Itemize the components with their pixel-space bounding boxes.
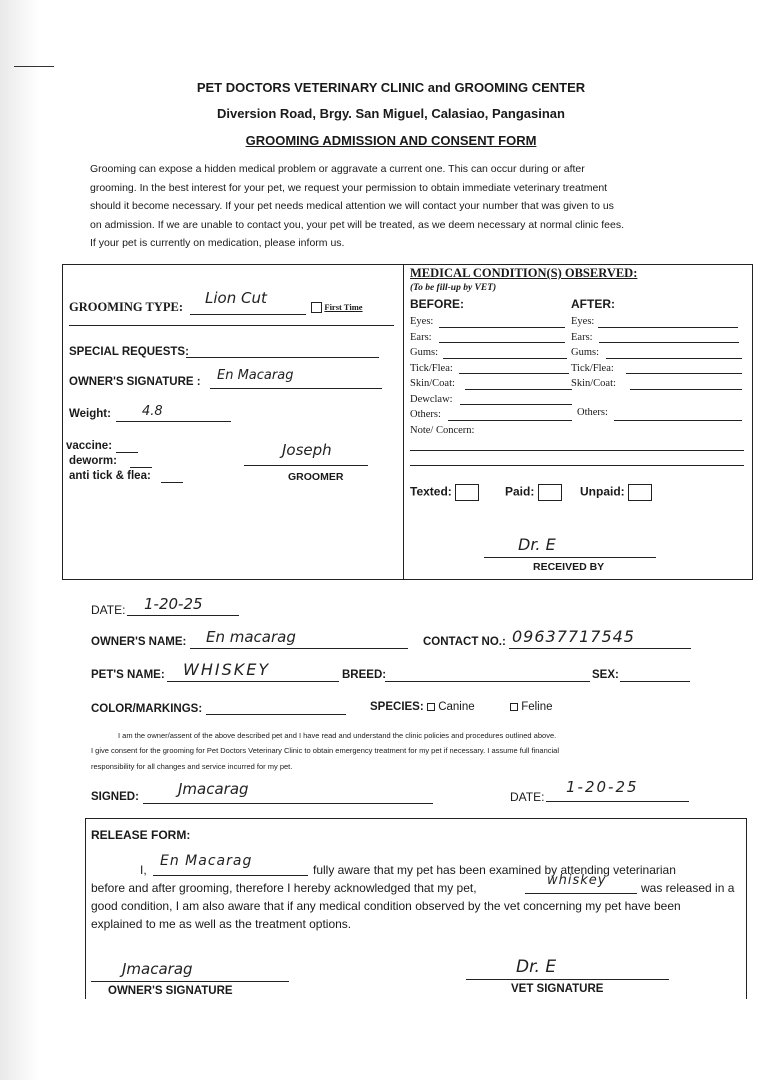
release-text-2a: before and after grooming, therefore I hereby acknowledged that my pet, (91, 881, 477, 895)
feline-checkbox[interactable] (510, 703, 518, 711)
signed-label: SIGNED: (91, 791, 139, 803)
owner-signature-label: OWNER'S SIGNATURE : (69, 376, 201, 388)
intro-line: on admission. If we are unable to contact you, your pet will be treated, as we deem necessary at normal clinic fees. (90, 218, 625, 231)
release-text-3: good condition, I am also aware that if any medical condition observed by the vet concerning my pet have been (91, 899, 681, 913)
after-label: AFTER: (571, 297, 615, 311)
grooming-type-label: GROOMING TYPE: (69, 300, 184, 314)
unpaid-label: Unpaid: (580, 484, 625, 499)
after-field-tick: Tick/Flea: (571, 362, 614, 374)
before-label: BEFORE: (410, 297, 464, 311)
received-by-label: RECEIVED BY (533, 561, 605, 573)
intro-line: should it become necessary. If your pet needs medical attention we will contact your number that was given to us (90, 200, 614, 213)
owner-signature-bottom-label: OWNER'S SIGNATURE (108, 985, 233, 997)
feline-label: Feline (521, 701, 553, 713)
special-requests-label: SPECIAL REQUESTS: (69, 346, 189, 358)
clinic-name: PET DOCTORS VETERINARY CLINIC and GROOMING CENTER (196, 80, 586, 95)
received-by-signature[interactable]: Dr. E (518, 535, 556, 554)
before-field-skin: Skin/Coat: (410, 378, 455, 389)
weight-label: Weight: (69, 408, 111, 420)
grooming-type-value[interactable]: Lion Cut (205, 289, 267, 307)
after-field-skin: Skin/Coat: (571, 378, 616, 389)
medical-subtitle: (To be fill-up by VET) (410, 283, 497, 293)
release-owner-name[interactable]: En Macarag (160, 853, 253, 869)
date-value[interactable]: 1-20-25 (144, 595, 203, 613)
release-text-2b: was released in a (641, 881, 735, 895)
vet-signature[interactable]: Dr. E (516, 957, 557, 977)
consent-line-2: I give consent for the grooming for Pet Doctors Veterinary Clinic to obtain emergency treatment for my pet if necessary. I assume full financial (91, 746, 559, 755)
clinic-address: Diversion Road, Brgy. San Miguel, Calasiao, Pangasinan (217, 106, 565, 121)
species-canine-option[interactable] (427, 701, 475, 713)
intro-paragraph (90, 160, 710, 253)
species-label: SPECIES: (370, 701, 424, 713)
contact-label: CONTACT NO.: (423, 636, 506, 648)
release-i-label: I, (140, 863, 147, 877)
before-field-eyes: Eyes: (410, 316, 434, 327)
unpaid-option[interactable] (580, 484, 652, 501)
intro-line: grooming. In the best interest for your pet, we request your permission to obtain immediate veterinary treatment (90, 181, 608, 194)
release-owner-signature[interactable]: Jmacarag (122, 960, 193, 978)
consent-date-label: DATE: (510, 790, 545, 804)
first-time-checkbox[interactable] (311, 302, 322, 313)
color-markings-label: COLOR/MARKINGS: (91, 703, 203, 715)
consent-line-1: I am the owner/assent of the above described pet and I have read and understand the clinic policies and procedures outlined above. (118, 731, 557, 740)
after-field-eyes: Eyes: (571, 316, 595, 327)
vet-signature-label: VET SIGNATURE (511, 983, 604, 995)
paid-option[interactable] (505, 484, 562, 501)
texted-checkbox[interactable] (455, 484, 479, 501)
texted-option[interactable] (410, 484, 479, 501)
paid-label: Paid: (505, 484, 535, 499)
owner-signature-value[interactable]: En Macarag (217, 368, 294, 383)
after-field-others: Others: (577, 407, 608, 418)
consent-line-3: responsibility for all changes and service incurred for my pet. (91, 762, 293, 771)
note-concern-label: Note/ Concern: (410, 424, 475, 436)
pet-name-label: PET'S NAME: (91, 669, 165, 681)
sex-label: SEX: (592, 669, 619, 681)
texted-label: Texted: (410, 484, 452, 499)
date-label: DATE: (91, 603, 126, 617)
groomer-label: GROOMER (288, 471, 344, 483)
vaccine-label: vaccine: (66, 440, 113, 452)
canine-checkbox[interactable] (427, 703, 435, 711)
contact-value[interactable]: 09637717545 (512, 627, 635, 646)
weight-value[interactable]: 4.8 (142, 404, 163, 419)
before-field-ears: Ears: (410, 331, 432, 343)
breed-label: BREED: (342, 669, 387, 681)
release-text-4: explained to me as well as the treatment options. (91, 917, 352, 931)
unpaid-checkbox[interactable] (628, 484, 652, 501)
before-field-gums: Gums: (410, 347, 439, 358)
owner-name-label: OWNER'S NAME: (91, 636, 187, 648)
consent-date-value[interactable]: 1-20-25 (566, 778, 639, 796)
intro-line: If your pet is currently on medication, please inform us. (90, 237, 345, 250)
release-pet-name[interactable]: whiskey (547, 873, 607, 888)
species-feline-option[interactable] (510, 701, 553, 713)
release-title: RELEASE FORM: (91, 828, 191, 842)
anti-tick-label: anti tick & flea: (69, 470, 151, 482)
canine-label: Canine (438, 701, 475, 713)
after-fields (571, 314, 616, 392)
first-time-label: First Time (324, 302, 363, 312)
form-title: GROOMING ADMISSION AND CONSENT FORM (245, 133, 537, 148)
intro-line: Grooming can expose a hidden medical problem or aggravate a current one. This can occur during or after (90, 163, 585, 175)
pet-name-value[interactable]: WHISKEY (183, 660, 271, 679)
deworm-label: deworm: (69, 455, 117, 467)
medical-title: MEDICAL CONDITION(S) OBSERVED: (410, 266, 638, 280)
before-field-tick: Tick/Flea: (410, 362, 453, 374)
page-shadow (0, 0, 40, 1080)
before-field-others: Others: (410, 409, 441, 420)
groomer-name[interactable]: Joseph (282, 441, 332, 459)
scan-mark (14, 66, 54, 67)
signed-value[interactable]: Jmacarag (178, 780, 249, 798)
after-field-ears: Ears: (571, 331, 593, 343)
owner-name-value[interactable]: En macarag (206, 628, 296, 646)
before-field-dewclaw: Dewclaw: (410, 393, 453, 405)
paid-checkbox[interactable] (538, 484, 562, 501)
panel-divider (403, 264, 404, 580)
first-time-option[interactable] (311, 302, 363, 313)
after-field-gums: Gums: (571, 347, 600, 358)
release-text-1: fully aware that my pet has been examined by attending veterinarian (313, 863, 676, 877)
